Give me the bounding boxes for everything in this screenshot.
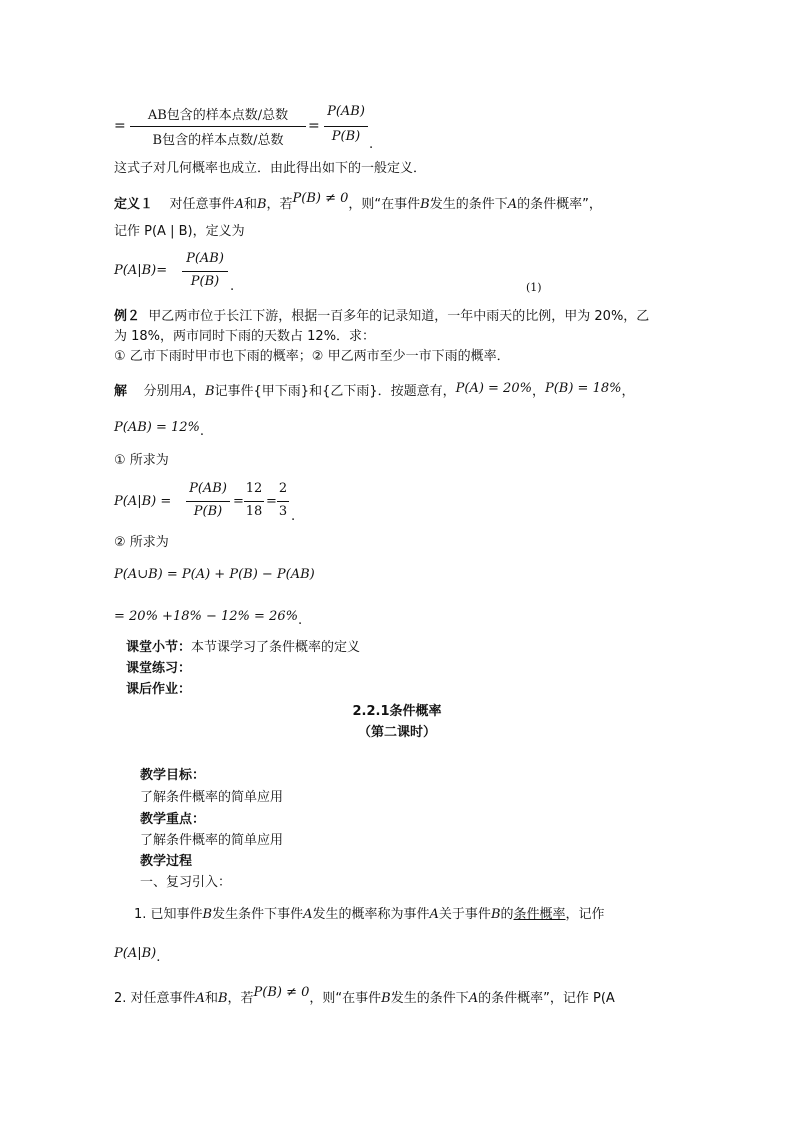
text: 甲乙两市位于长江下游，根据一百多年的记录知道，一年中雨天的比例，甲为 20%，乙: [148, 309, 650, 324]
review-heading: 一、复习引入：: [140, 875, 232, 890]
geometric-probability-line: 这式子对几何概率也成立．由此得出如下的一般定义．: [114, 161, 427, 176]
summary-text: 本节课学习了条件概率的定义: [191, 640, 361, 655]
var-a: A: [429, 907, 439, 922]
fraction-denominator: 3: [278, 504, 288, 519]
period: .: [199, 424, 205, 439]
fraction-denominator: 18: [245, 504, 263, 519]
class-summary: [126, 639, 360, 657]
homework-label: 课后作业：: [126, 682, 192, 697]
fraction-bar: [244, 501, 264, 502]
text: ，则“在事件: [348, 197, 421, 212]
example-2-line1: [114, 308, 649, 326]
summary-label: 课堂小节：: [126, 640, 192, 655]
result-text: = 20% +18% − 12% = 26%: [114, 609, 298, 624]
fraction-12-over-18: [244, 481, 264, 525]
var-b: B: [420, 197, 430, 212]
fraction-p-ab-over-p-b: [182, 251, 228, 295]
var-b: B: [256, 197, 267, 212]
formula-p-a: P(A) = 20%: [455, 381, 532, 396]
var-a: A: [507, 197, 518, 212]
fraction-sample-points: [130, 104, 306, 148]
class-practice-label: 课堂练习：: [126, 661, 192, 676]
var-a: A: [303, 907, 313, 922]
fraction-denominator: P(B): [331, 129, 361, 144]
fraction-numerator: P(AB): [189, 481, 227, 496]
period: .: [369, 137, 374, 152]
formula-p-b: P(B) = 18%: [544, 381, 622, 396]
period: .: [230, 279, 235, 294]
text: 记事件{甲下雨}和{乙下雨}．按题意有，: [214, 384, 456, 399]
text: 1. 已知事件: [134, 907, 203, 922]
equals-sign: =: [308, 118, 320, 134]
text: 的: [500, 907, 514, 922]
text: 发生的条件下: [390, 991, 469, 1006]
teaching-goal-label: 教学目标：: [140, 768, 206, 783]
section-subtitle: （第二课时）: [357, 725, 436, 740]
var-b: B: [217, 991, 228, 1006]
var-a: A: [195, 991, 205, 1006]
fraction-2-over-3: [277, 481, 289, 525]
fraction-denominator: P(B): [190, 274, 220, 289]
text: 的条件概率”，: [517, 197, 602, 212]
fraction-denominator: P(B): [193, 504, 223, 519]
conditional-probability-term: 条件概率: [513, 907, 566, 922]
example-label: 例２: [114, 309, 141, 324]
fraction-bar: [130, 126, 306, 127]
solution-line2: [114, 419, 204, 437]
solution-line1: [114, 383, 635, 401]
fraction-numerator: P(AB): [186, 251, 224, 266]
text: 2. 对任意事件: [114, 991, 196, 1006]
equals-sign: =: [114, 118, 126, 134]
text: 的条件概率”，记作 P(A: [478, 991, 615, 1006]
period: .: [156, 950, 161, 965]
text: 发生的概率称为事件: [312, 907, 430, 922]
text: 发生条件下事件: [212, 907, 304, 922]
review-item-2: [114, 985, 615, 1008]
fraction-denominator: B包含的样本点数/总数: [152, 133, 284, 148]
text: 分别用: [143, 384, 183, 399]
var-b: B: [204, 384, 215, 399]
review-item-1: [134, 906, 605, 924]
period: .: [297, 613, 303, 628]
formula-lhs: P(A|B) =: [114, 494, 172, 509]
solution-label: 解: [114, 384, 128, 399]
text: 对任意事件: [169, 197, 235, 212]
fraction-numerator: 2: [278, 481, 288, 496]
text: ，: [191, 384, 205, 399]
teaching-process-label: 教学过程: [140, 854, 193, 869]
example-2-line2: 为 18%，两市同时下雨的天数占 12%．求：: [114, 329, 376, 344]
fraction-numerator: AB包含的样本点数/总数: [147, 108, 289, 123]
formula-lhs: P(A|B)=: [114, 263, 168, 278]
part-1-label: ① 所求为: [114, 453, 169, 468]
union-formula: P(A∪B) = P(A) + P(B) − P(AB): [114, 567, 315, 582]
text: ，则“在事件: [309, 991, 382, 1006]
text: 和: [243, 197, 257, 212]
var-a: A: [182, 384, 192, 399]
result-formula: [114, 608, 302, 626]
definition-label: 定义１: [114, 197, 154, 212]
text: ，若: [227, 991, 254, 1006]
definition-1-line2: 记作 P(A | B)，定义为: [114, 224, 245, 239]
section-title: 2.2.1条件概率: [352, 704, 442, 719]
definition-1-line1: [114, 191, 602, 214]
equals-sign: =: [233, 494, 244, 509]
formula-p-ab: P(AB) = 12%: [114, 420, 200, 435]
equation-number: (1): [526, 281, 542, 294]
text: 和: [204, 991, 218, 1006]
var-a: A: [234, 197, 244, 212]
teaching-key-text: 了解条件概率的简单应用: [140, 833, 284, 848]
fraction-bar: [277, 501, 289, 502]
text: ，若: [266, 197, 293, 212]
period: .: [291, 509, 296, 524]
var-b: B: [381, 991, 391, 1006]
example-2-line3: ① 乙市下雨时甲市也下雨的概率；② 甲乙两市至少一市下雨的概率．: [114, 349, 510, 364]
text: ，记作: [565, 907, 605, 922]
var-b: B: [490, 907, 501, 922]
var-b: B: [202, 907, 213, 922]
part-2-label: ② 所求为: [114, 535, 169, 550]
fraction-numerator: 12: [245, 481, 263, 496]
fraction-numerator: P(AB): [327, 104, 365, 119]
equals-sign: =: [266, 494, 277, 509]
fraction-bar: [186, 501, 230, 502]
text: 关于事件: [438, 907, 491, 922]
teaching-goal-text: 了解条件概率的简单应用: [140, 790, 284, 805]
fraction-bar: [182, 271, 228, 272]
fraction-bar: [324, 126, 368, 127]
formula-p-a-given-b: P(A|B): [114, 946, 157, 961]
condition-formula: P(B) ≠ 0: [292, 191, 349, 206]
var-a: A: [468, 991, 479, 1006]
condition-formula: P(B) ≠ 0: [253, 985, 310, 1000]
text: ，: [621, 384, 635, 399]
text: ，: [531, 384, 545, 399]
fraction-p-ab-over-p-b: [324, 104, 368, 148]
review-item-1-formula: [114, 945, 160, 963]
text: 发生的条件下: [429, 197, 508, 212]
fraction-p-ab-over-p-b: [186, 481, 230, 525]
teaching-key-label: 教学重点：: [140, 812, 206, 827]
